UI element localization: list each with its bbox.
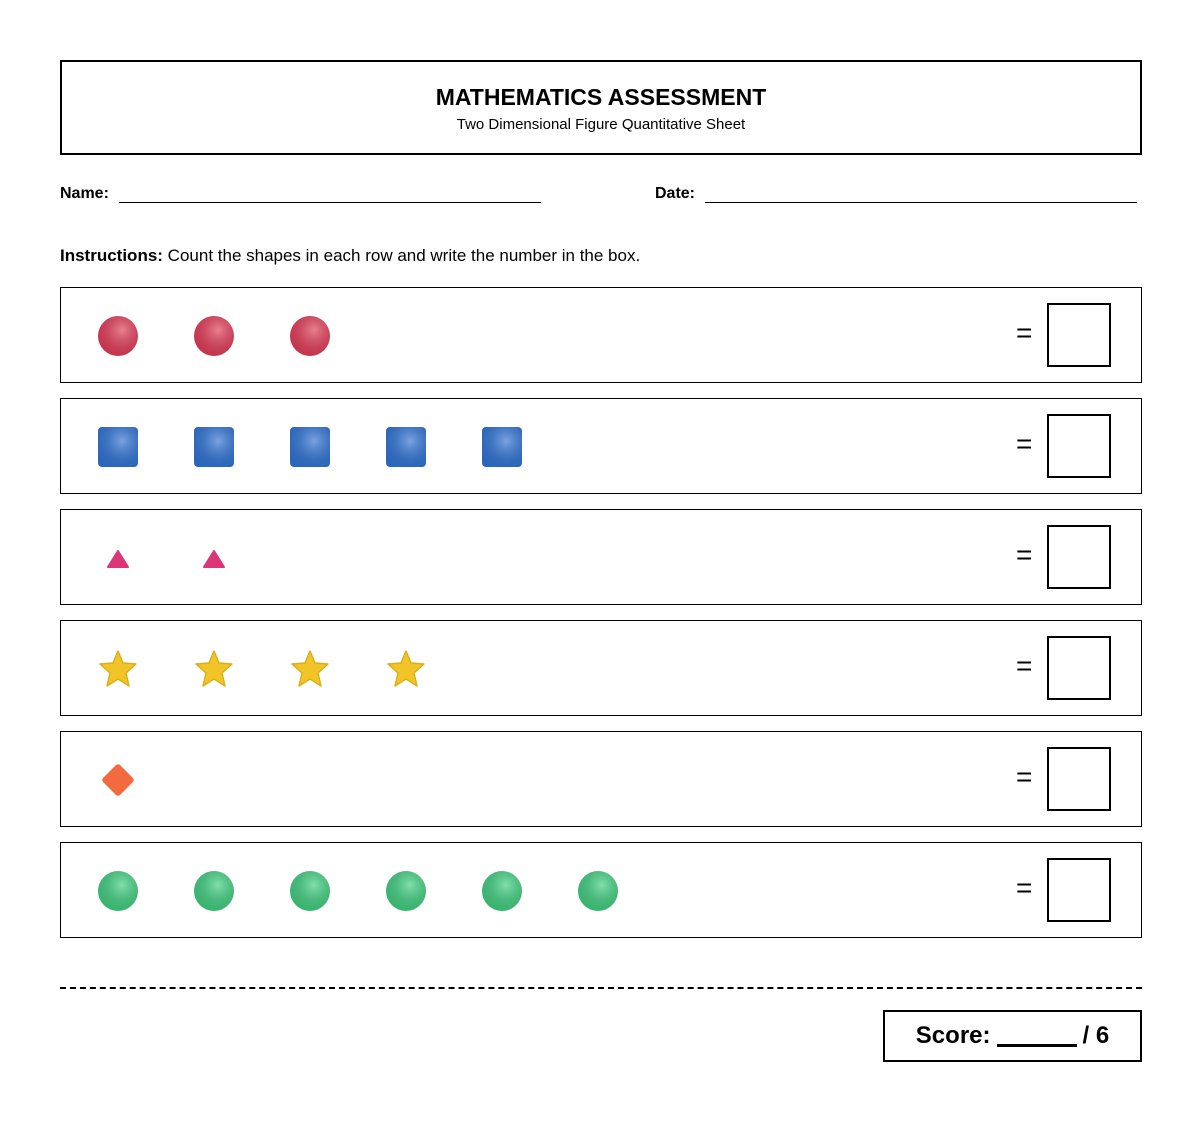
answer-box[interactable] — [1047, 636, 1111, 700]
sphere-icon — [578, 871, 618, 911]
shape-row-star — [60, 620, 1142, 716]
name-line[interactable] — [119, 188, 541, 203]
date-label: Date: — [655, 185, 696, 202]
square-icon — [98, 427, 138, 467]
score-total: / 6 — [1082, 1022, 1110, 1049]
star-icon — [290, 649, 330, 689]
square-icon — [194, 427, 234, 467]
date-field — [655, 185, 1137, 203]
instructions — [60, 246, 640, 266]
star-icon — [194, 649, 234, 689]
equals-sign: = — [1016, 872, 1033, 903]
sphere-icon — [98, 316, 138, 356]
name-field — [60, 185, 541, 203]
sphere-icon — [290, 871, 330, 911]
equals-sign: = — [1016, 317, 1033, 348]
answer-box[interactable] — [1047, 303, 1111, 367]
answer-box[interactable] — [1047, 414, 1111, 478]
square-icon — [290, 427, 330, 467]
instructions-text: Count the shapes in each row and write the number in the box. — [162, 246, 641, 265]
header — [60, 60, 1142, 155]
answer-box[interactable] — [1047, 858, 1111, 922]
sphere-icon — [194, 316, 234, 356]
score-label: Score: — [915, 1022, 991, 1049]
equals-sign: = — [1016, 539, 1033, 570]
page-title: MATHEMATICS ASSESSMENT — [435, 84, 767, 110]
shape-row-diamond — [60, 731, 1142, 827]
score-box — [883, 1010, 1142, 1062]
equals-sign: = — [1016, 428, 1033, 459]
shape-row-sphere — [60, 287, 1142, 383]
sphere-icon — [290, 316, 330, 356]
star-icon — [386, 649, 426, 689]
diamond-icon — [98, 760, 138, 800]
square-icon — [386, 427, 426, 467]
date-line[interactable] — [705, 188, 1137, 203]
star-icon — [98, 649, 138, 689]
triangle-icon — [98, 538, 138, 578]
shape-row-square — [60, 398, 1142, 494]
sphere-icon — [194, 871, 234, 911]
name-label: Name: — [60, 185, 109, 202]
shape-row-sphere — [60, 842, 1142, 938]
equals-sign: = — [1016, 761, 1033, 792]
answer-box[interactable] — [1047, 525, 1111, 589]
sphere-icon — [482, 871, 522, 911]
triangle-icon — [194, 538, 234, 578]
instructions-label: Instructions: — [60, 246, 163, 265]
sphere-icon — [98, 871, 138, 911]
answer-box[interactable] — [1047, 747, 1111, 811]
shape-row-triangle — [60, 509, 1142, 605]
divider — [60, 987, 1142, 989]
equals-sign: = — [1016, 650, 1033, 681]
sphere-icon — [386, 871, 426, 911]
page-subtitle: Two Dimensional Figure Quantitative Sheet — [456, 116, 746, 133]
square-icon — [482, 427, 522, 467]
score-blank[interactable] — [997, 1025, 1077, 1047]
